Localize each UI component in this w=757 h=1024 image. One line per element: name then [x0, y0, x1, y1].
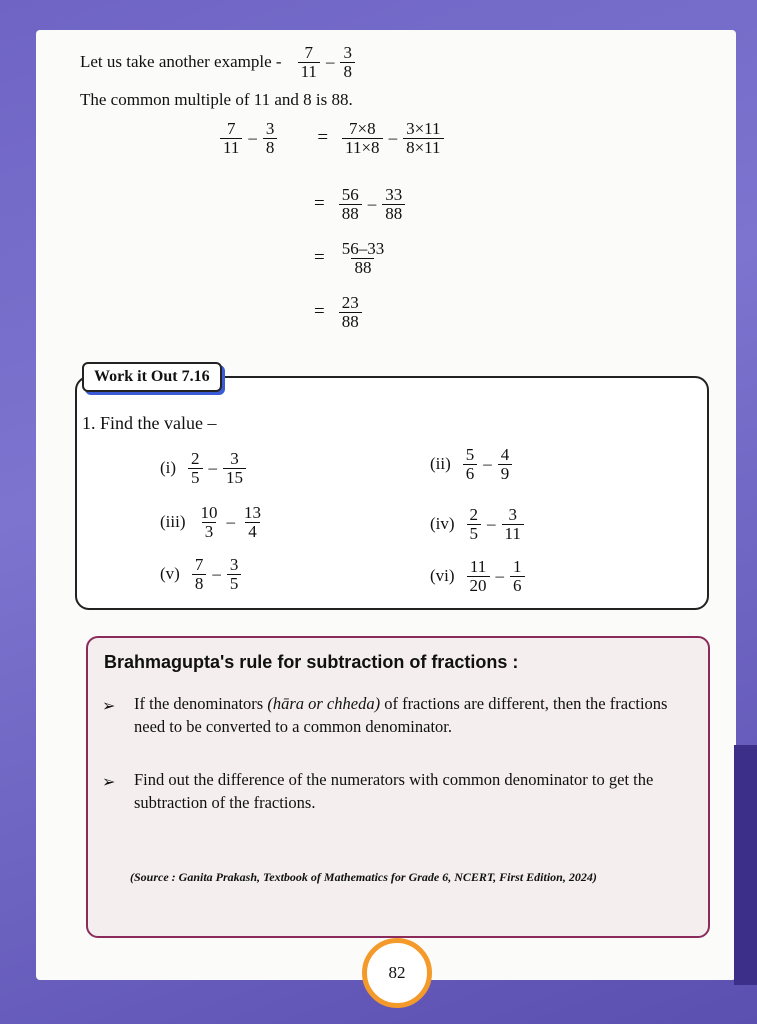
- exercise-fraction-b: $\frac{1}{6}$: [510, 558, 525, 595]
- step-row-4: [314, 294, 364, 331]
- minus-sign: –: [367, 194, 377, 214]
- exercise-item: [430, 558, 527, 595]
- exercise-fraction-a: $\frac{10}{3}$: [200, 503, 218, 541]
- question-line: [82, 413, 216, 434]
- minus-sign: –: [388, 128, 398, 148]
- minus-sign: –: [487, 514, 496, 534]
- equals-sign: =: [314, 301, 325, 323]
- minus-sign: –: [208, 458, 218, 478]
- exercise-fraction-a: $\frac{2}{5}$: [188, 450, 203, 487]
- intro-fraction-2: $\frac{3}{8}$: [340, 44, 355, 81]
- rule-title: Brahmagupta's rule for subtraction of fractions :: [104, 652, 519, 672]
- minus-sign: –: [483, 454, 492, 474]
- intro-fraction-1: $\frac{7}{11}$: [298, 44, 320, 81]
- exercise-item: [160, 450, 248, 487]
- minus-sign: –: [248, 128, 257, 148]
- step1-fraction-a: $\frac{7\times 8}{11\times 8}$: [342, 120, 382, 157]
- step-row-1: [218, 120, 446, 157]
- work-it-out-title: Work it Out 7.16: [82, 362, 222, 392]
- rule-point-1: If the denominators (hāra or chheda) of fractions are different, then the fractions need to be converted to a common denominator.: [134, 694, 668, 737]
- exercise-fraction-b: $\frac{4}{9}$: [498, 446, 513, 483]
- page-fold: [734, 745, 757, 985]
- step3-fraction: $\frac{56-33}{88}$: [341, 239, 385, 277]
- intro-line: [80, 44, 357, 81]
- intro-operator: –: [325, 52, 335, 72]
- equals-sign: =: [314, 193, 325, 215]
- exercise-item: [160, 556, 243, 593]
- exercise-fraction-a: $\frac{11}{20}$: [467, 558, 490, 595]
- equals-sign: =: [314, 247, 325, 269]
- intro-text: Let us take another example -: [80, 52, 282, 72]
- exercise-label: (iii): [160, 512, 186, 532]
- page-number: 82: [362, 938, 432, 1008]
- step1-fraction-b: $\frac{3\times 11}{8\times 11}$: [403, 120, 443, 157]
- bullet-arrow-icon: ➢: [102, 698, 116, 715]
- question-text: 1. Find the value –: [82, 413, 217, 433]
- step-row-3: [314, 240, 389, 277]
- exercise-item: [430, 506, 526, 543]
- lhs-fraction-b: $\frac{3}{8}$: [263, 120, 278, 157]
- step-row-2: [314, 186, 407, 223]
- source-citation: (Source : Ganita Prakash, Textbook of Mathematics for Grade 6, NCERT, First Edition, 2024): [130, 870, 597, 884]
- bullet-arrow-icon: ➢: [102, 774, 116, 791]
- brahmagupta-rule-box: [86, 636, 710, 938]
- exercise-fraction-b: $\frac{3}{15}$: [223, 450, 246, 487]
- minus-sign: –: [495, 566, 505, 586]
- exercise-label: (v): [160, 564, 180, 584]
- step2-fraction-a: $\frac{56}{88}$: [339, 186, 362, 223]
- exercise-fraction-b: $\frac{13}{4}$: [244, 503, 261, 541]
- exercise-fraction-a: $\frac{7}{8}$: [192, 556, 207, 593]
- exercise-fraction-b: $\frac{3}{11}$: [502, 506, 524, 543]
- exercise-label: (i): [160, 458, 177, 478]
- equals-sign: =: [317, 127, 329, 149]
- exercise-fraction-b: $\frac{3}{5}$: [227, 556, 242, 593]
- exercise-label: (vi): [430, 566, 455, 586]
- exercise-label: (ii): [430, 454, 451, 474]
- exercise-label: (iv): [430, 514, 455, 534]
- minus-sign: –: [212, 564, 221, 584]
- exercise-fraction-a: $\frac{2}{5}$: [467, 506, 482, 543]
- step4-fraction: $\frac{23}{88}$: [339, 294, 362, 331]
- exercise-item: [430, 446, 514, 483]
- common-multiple-text: The common multiple of 11 and 8 is 88.: [80, 90, 353, 109]
- step2-fraction-b: $\frac{33}{88}$: [382, 186, 405, 223]
- exercise-fraction-a: $\frac{5}{6}$: [463, 446, 478, 483]
- exercise-item: [160, 504, 266, 541]
- lhs-fraction-a: $\frac{7}{11}$: [220, 120, 242, 157]
- rule-point-2: Find out the difference of the numerators with common denominator to get the subtraction of the fractions.: [134, 770, 654, 813]
- minus-sign: –: [226, 512, 235, 532]
- common-multiple-line: [80, 90, 353, 110]
